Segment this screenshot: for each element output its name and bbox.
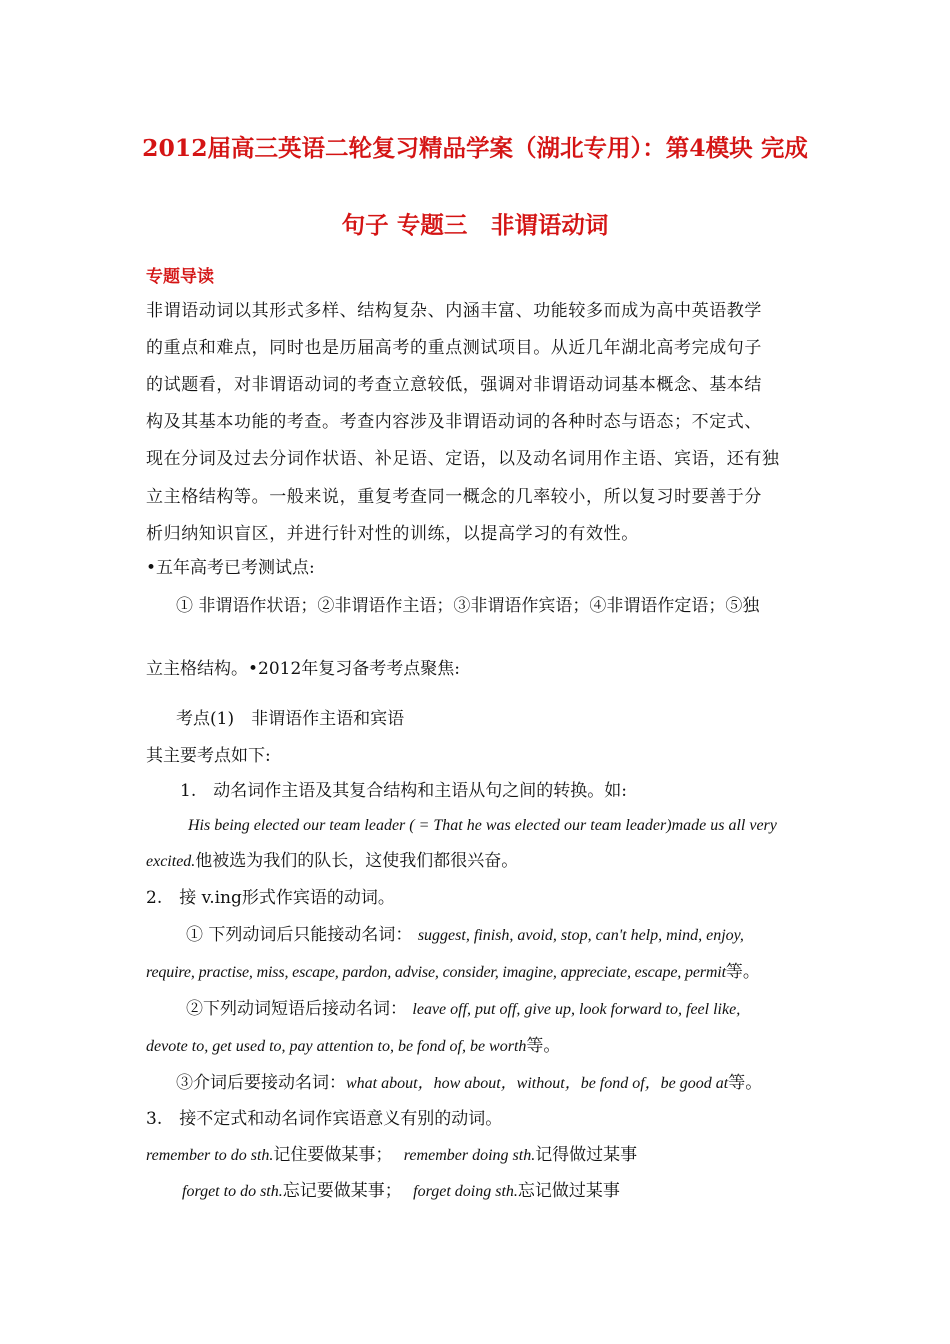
- sub-point-2-chinese: ②下列动词短语后接动名词：: [186, 999, 407, 1019]
- kaodian-1-heading: 考点(1) 非谓语作主语和宾语: [176, 709, 405, 729]
- sub-point-2-english: leave off, put off, give up, look forward to, feel like,: [412, 1001, 741, 1018]
- remember-to-do-meaning: 记住要做某事；: [273, 1145, 393, 1165]
- intro-line: 非谓语动词以其形式多样、结构复杂、内涵丰富、功能较多而成为高中英语教学: [146, 301, 762, 321]
- forget-doing-meaning: 忘记做过某事: [517, 1181, 620, 1201]
- forget-to-do: forget to do sth.: [182, 1183, 283, 1200]
- forget-doing: forget doing sth.: [413, 1183, 518, 1200]
- remember-line: [146, 1143, 637, 1168]
- sub-point-1-cont: [146, 960, 760, 985]
- intro-line: 现在分词及过去分词作状语、补足语、定语，以及动名词用作主语、宾语，还有独: [146, 449, 780, 469]
- sub-point-3-english: what about，how about，without，be fond of，be good at: [346, 1075, 729, 1092]
- five-year-points-cont: 立主格结构。•2012年复习备考考点聚焦:: [146, 659, 461, 679]
- example-1-english-end: excited.: [146, 853, 196, 870]
- sub-point-3: [176, 1071, 762, 1096]
- five-year-heading: •五年高考已考测试点:: [146, 558, 315, 578]
- sub-point-3-end: 等。: [728, 1073, 763, 1093]
- document-title-line-1: 2012届高三英语二轮复习精品学案（湖北专用）：第4模块 完成: [142, 134, 808, 162]
- section-heading: 专题导读: [146, 267, 214, 287]
- intro-line: 构及其基本功能的考查。考查内容涉及非谓语动词的各种时态与语态；不定式、: [146, 412, 762, 432]
- example-1-line-2: [146, 849, 518, 874]
- forget-line: [182, 1179, 620, 1204]
- sub-point-1-english: suggest, finish, avoid, stop, can't help, mind, enjoy,: [417, 927, 744, 944]
- intro-line: 的重点和难点，同时也是历届高考的重点测试项目。从近几年湖北高考完成句子: [146, 338, 762, 358]
- example-1-chinese: 他被选为我们的队长，这使我们都很兴奋。: [195, 851, 519, 871]
- item-3: 3. 接不定式和动名词作宾语意义有别的动词。: [146, 1109, 503, 1129]
- item-1: 1. 动名词作主语及其复合结构和主语从句之间的转换。如:: [180, 781, 627, 801]
- sub-point-2-english-cont: devote to, get used to, pay attention to, be fond of, be worth: [146, 1038, 527, 1055]
- forget-to-do-meaning: 忘记要做某事；: [282, 1181, 402, 1201]
- sub-point-1-english-cont: require, practise, miss, escape, pardon, advise, consider, imagine, appreciate, escape, permit: [146, 964, 726, 981]
- intro-line: 析归纳知识盲区，并进行针对性的训练，以提高学习的有效性。: [146, 524, 639, 544]
- sub-point-1-chinese: ① 下列动词后只能接动名词：: [186, 925, 413, 945]
- remember-doing: remember doing sth.: [403, 1147, 536, 1164]
- sub-point-1-end: 等。: [725, 962, 760, 982]
- item-2: 2. 接 v.ing形式作宾语的动词。: [146, 888, 395, 908]
- sub-point-1: [186, 923, 744, 948]
- main-points-intro: 其主要考点如下:: [146, 746, 271, 766]
- sub-point-2-cont: [146, 1034, 560, 1059]
- sub-point-2: [186, 997, 740, 1022]
- sub-point-3-chinese: ③介词后要接动名词：: [176, 1073, 346, 1093]
- intro-line: 的试题看，对非谓语动词的考查立意较低，强调对非谓语动词基本概念、基本结: [146, 375, 762, 395]
- document-title-line-2: 句子 专题三 非谓语动词: [341, 211, 609, 239]
- five-year-points: ① 非谓语作状语；②非谓语作主语；③非谓语作宾语；④非谓语作定语；⑤独: [176, 596, 760, 616]
- intro-line: 立主格结构等。一般来说，重复考查同一概念的几率较小，所以复习时要善于分: [146, 487, 762, 507]
- sub-point-2-end: 等。: [526, 1036, 561, 1056]
- example-1-english: His being elected our team leader ( = That he was elected our team leader)made us all very: [188, 817, 777, 834]
- remember-doing-meaning: 记得做过某事: [535, 1145, 638, 1165]
- remember-to-do: remember to do sth.: [146, 1147, 274, 1164]
